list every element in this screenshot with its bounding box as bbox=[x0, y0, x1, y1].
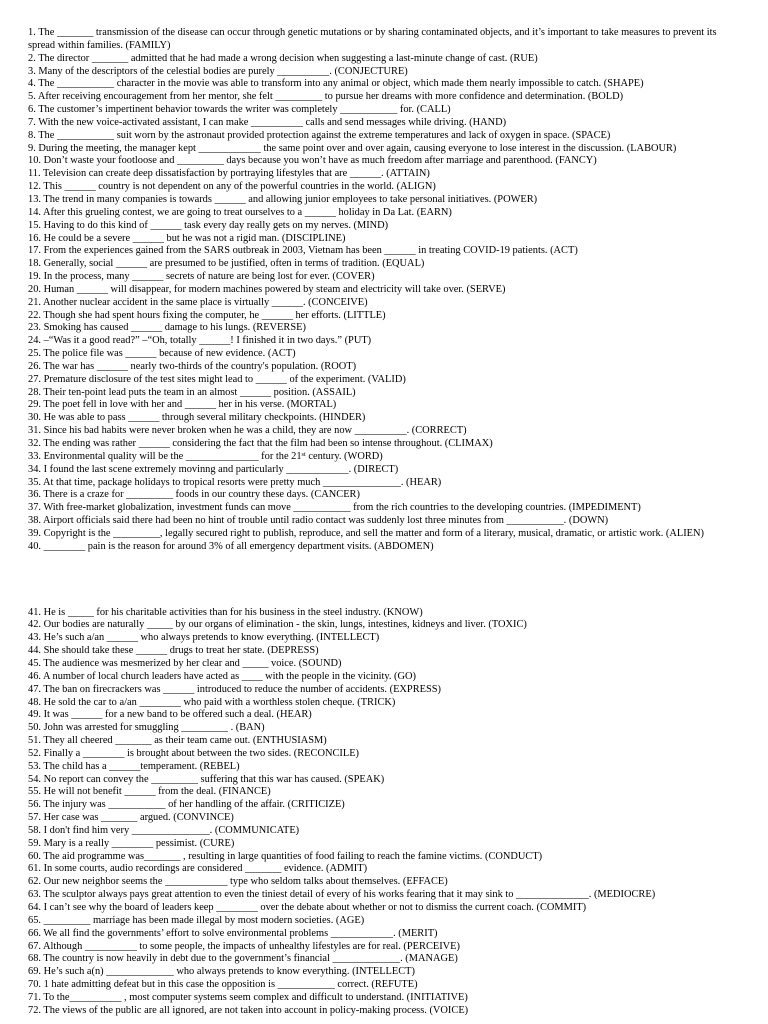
exercise-item: 64. I can’t see why the board of leaders keep ________ over the debate about whether or not to dismiss the current coach. (COMMIT) bbox=[28, 902, 587, 913]
exercise-item: 7. With the new voice-activated assistant, I can make __________ calls and send messages while driving. (HAND) bbox=[28, 116, 507, 128]
exercise-item: 44. She should take these ______ drugs to treat her state. (DEPRESS) bbox=[28, 645, 319, 657]
exercise-item: 52. Finally a ________ is brought about between the two sides. (RECONCILE) bbox=[28, 747, 360, 759]
exercise-item: 55. He will not benefit ______ from the deal. (FINANCE) bbox=[28, 786, 271, 798]
exercise-item: 3. Many of the descriptors of the celestial bodies are purely __________. (CONJECTURE) bbox=[28, 65, 408, 77]
exercise-item: 32. The ending was rather ______ considering the fact that the film had been so intense throughout. (CLIMAX) bbox=[28, 438, 493, 449]
exercise-item: 23. Smoking has caused ______ damage to his lungs. (REVERSE) bbox=[28, 322, 306, 334]
exercise-item: 6. The customer’s impertinent behavior towards the writer was completely ___________ for. (CALL) bbox=[28, 104, 451, 116]
section-gap bbox=[28, 554, 740, 607]
exercise-item: 57. Her case was _______ argued. (CONVINCE) bbox=[28, 812, 234, 824]
exercise-item: 66. We all find the governments’ effort to solve environmental problems ____________. (MERIT) bbox=[28, 927, 438, 939]
exercise-item: 22. Though she had spent hours fixing the computer, he ______ her efforts. (LITTLE) bbox=[28, 309, 386, 321]
exercise-item: 60. The aid programme was_______ , resulting in large quantities of food failing to reach the famine victims. (CONDUCT) bbox=[28, 850, 543, 862]
exercise-item: 72. The views of the public are all ignored, are not taken into account in policy-making process. (VOICE) bbox=[28, 1004, 469, 1016]
exercise-item: 36. There is a craze for _________ foods in our country these days. (CANCER) bbox=[28, 489, 360, 501]
exercise-item: 46. A number of local church leaders have acted as ____ with the people in the vicinity. (GO) bbox=[28, 670, 416, 682]
exercise-item: 48. He sold the car to a/an ________ who paid with a worthless stolen cheque. (TRICK) bbox=[28, 696, 396, 708]
exercise-item: 58. I don't find him very _______________. (COMMUNICATE) bbox=[28, 824, 300, 836]
exercise-item: 15. Having to do this kind of ______ task every day really gets on my nerves. (MIND) bbox=[28, 219, 389, 231]
exercise-item: 65. _________ marriage has been made illegal by most modern societies. (AGE) bbox=[28, 914, 365, 926]
exercise-item: 41. He is _____ for his charitable activities than for his business in the steel industry. (KNOW) bbox=[28, 606, 423, 618]
exercise-item: 12. This ______ country is not dependent on any of the powerful countries in the world. (ALIGN) bbox=[28, 181, 436, 193]
exercise-item: 21. Another nuclear accident in the same place is virtually ______. (CONCEIVE) bbox=[28, 296, 368, 308]
exercise-item: 37. With free-market globalization, investment funds can move ___________ from the rich countries to the developing countries. (IMPEDIMENT) bbox=[28, 502, 641, 514]
exercise-block-1 bbox=[28, 27, 740, 554]
exercise-block-2 bbox=[28, 607, 740, 1018]
exercise-item: 9. During the meeting, the manager kept ____________ the same point over and over again, causing everyone to lose interest in the discussion. (LABOUR) bbox=[28, 142, 677, 154]
exercise-item: 2. The director _______ admitted that he had made a wrong decision when suggesting a last-minute change of cast. (RUE) bbox=[28, 52, 538, 64]
exercise-item: 63. The sculptor always pays great attention to even the tiniest detail of every of his works fearing that it may sink to ______________. (MEDIOCRE) bbox=[28, 889, 656, 901]
exercise-item: 26. The war has ______ nearly two-thirds of the country's population. (ROOT) bbox=[28, 360, 357, 372]
exercise-item: 4. The ___________ character in the movie was able to transform into any animal or object, which made them nearly impossible to catch. (SHAPE) bbox=[28, 78, 644, 90]
exercise-item: 11. Television can create deep dissatisfaction by portraying lifestyles that are ______. (ATTAIN) bbox=[28, 168, 430, 180]
exercise-item: 28. Their ten-point lead puts the team in an almost ______ position. (ASSAIL) bbox=[28, 386, 356, 398]
exercise-item: 61. In some courts, audio recordings are considered _______ evidence. (ADMIT) bbox=[28, 863, 368, 875]
exercise-item: 16. He could be a severe ______ but he was not a rigid man. (DISCIPLINE) bbox=[28, 232, 346, 244]
exercise-item: 1. The _______ transmission of the disease can occur through genetic mutations or by sharing contaminated objects, and it’s important to take measures to prevent its spread within families. (FAMILY) bbox=[28, 27, 717, 51]
exercise-item: 70. 1 hate admitting defeat but in this case the opposition is ___________ correct. (REFUTE) bbox=[28, 979, 418, 991]
exercise-item: 31. Since his bad habits were never broken when he was a child, they are now __________. (CORRECT) bbox=[28, 425, 467, 437]
exercise-item: 62. Our new neighbor seems the ____________ type who seldom talks about themselves. (EFFACE) bbox=[28, 876, 448, 888]
exercise-item: 33. Environmental quality will be the ______________ for the 21ˢᵗ century. (WORD) bbox=[28, 450, 383, 462]
exercise-item: 34. I found the last scene extremely movinng and particularly ____________. (DIRECT) bbox=[28, 463, 399, 475]
exercise-item: 38. Airport officials said there had been no hint of trouble until radio contact was suddenly lost three minutes from ___________. (DOWN) bbox=[28, 515, 609, 527]
exercise-item: 40. ________ pain is the reason for around 3% of all emergency department visits. (ABDOMEN) bbox=[28, 540, 434, 552]
worksheet-page bbox=[28, 27, 740, 1018]
exercise-item: 14. After this grueling contest, we are going to treat ourselves to a ______ holiday in Da Lat. (EARN) bbox=[28, 206, 452, 218]
exercise-item: 51. They all cheered _______ as their team came out. (ENTHUSIASM) bbox=[28, 735, 327, 747]
exercise-item: 18. Generally, social ______ are presumed to be justified, often in terms of tradition. (EQUAL) bbox=[28, 258, 425, 270]
exercise-item: 42. Our bodies are naturally _____ by our organs of elimination - the skin, lungs, intestines, kidneys and liver. (TOXIC) bbox=[28, 619, 527, 631]
exercise-item: 13. The trend in many companies is towards ______ and allowing junior employees to take personal initiatives. (POWER) bbox=[28, 193, 538, 205]
exercise-item: 68. The country is now heavily in debt due to the government’s financial _____________. (MANAGE) bbox=[28, 953, 458, 965]
exercise-item: 54. No report can convey the _________ suffering that this war has caused. (SPEAK) bbox=[28, 773, 385, 785]
exercise-item: 67. Although __________ to some people, the impacts of unhealthy lifestyles are for real. (PERCEIVE) bbox=[28, 940, 460, 952]
exercise-item: 53. The child has a ______temperament. (REBEL) bbox=[28, 760, 240, 772]
exercise-item: 59. Mary is a really ________ pessimist. (CURE) bbox=[28, 837, 235, 849]
exercise-item: 49. It was ______ for a new band to be offered such a deal. (HEAR) bbox=[28, 709, 312, 721]
exercise-item: 25. The police file was ______ because of new evidence. (ACT) bbox=[28, 348, 296, 360]
exercise-item: 69. He’s such a(n) _____________ who always pretends to know everything. (INTELLECT) bbox=[28, 966, 415, 978]
exercise-item: 39. Copyright is the _________, legally secured right to publish, reproduce, and sell the matter and form of a literary, musical, dramatic, or artistic work. (ALIEN) bbox=[28, 527, 704, 539]
exercise-item: 19. In the process, many ______ secrets of nature are being lost for ever. (COVER) bbox=[28, 271, 375, 283]
exercise-item: 30. He was able to pass ______ through several military checkpoints. (HINDER) bbox=[28, 412, 366, 424]
exercise-item: 20. Human ______ will disappear, for modern machines powered by steam and electricity will take over. (SERVE) bbox=[28, 283, 506, 295]
exercise-item: 45. The audience was mesmerized by her clear and _____ voice. (SOUND) bbox=[28, 657, 342, 669]
exercise-item: 71. To the__________ , most computer systems seem complex and difficult to understand. (INITIATIVE) bbox=[28, 991, 468, 1003]
exercise-item: 27. Premature disclosure of the test sites might lead to ______ of the experiment. (VALID) bbox=[28, 373, 406, 385]
exercise-item: 8. The ___________ suit worn by the astronaut provided protection against the extreme temperatures and lack of oxygen in space. (SPACE) bbox=[28, 129, 611, 141]
exercise-item: 43. He’s such a/an ______ who always pretends to know everything. (INTELLECT) bbox=[28, 632, 380, 644]
exercise-item: 24. –“Was it a good read?” –“Oh, totally ______! I finished it in two days.” (PUT) bbox=[28, 335, 372, 347]
exercise-item: 35. At that time, package holidays to tropical resorts were pretty much _______________. (HEAR) bbox=[28, 476, 442, 488]
exercise-item: 5. After receiving encouragement from her mentor, she felt _________ to pursue her dreams with more confidence and determination. (BOLD) bbox=[28, 91, 624, 103]
exercise-item: 17. From the experiences gained from the SARS outbreak in 2003, Vietnam has been ______ in treating COVID-19 patients. (ACT) bbox=[28, 245, 578, 257]
exercise-item: 47. The ban on firecrackers was ______ introduced to reduce the number of accidents. (EXPRESS) bbox=[28, 683, 442, 695]
exercise-item: 29. The poet fell in love with her and ______ her in his verse. (MORTAL) bbox=[28, 399, 337, 411]
exercise-item: 10. Don’t waste your footloose and _________ days because you won’t have as much freedom after marriage and parenthood. (FANCY) bbox=[28, 155, 597, 167]
exercise-item: 56. The injury was ___________ of her handling of the affair. (CRITICIZE) bbox=[28, 799, 345, 811]
exercise-item: 50. John was arrested for smuggling _________ . (BAN) bbox=[28, 722, 265, 734]
